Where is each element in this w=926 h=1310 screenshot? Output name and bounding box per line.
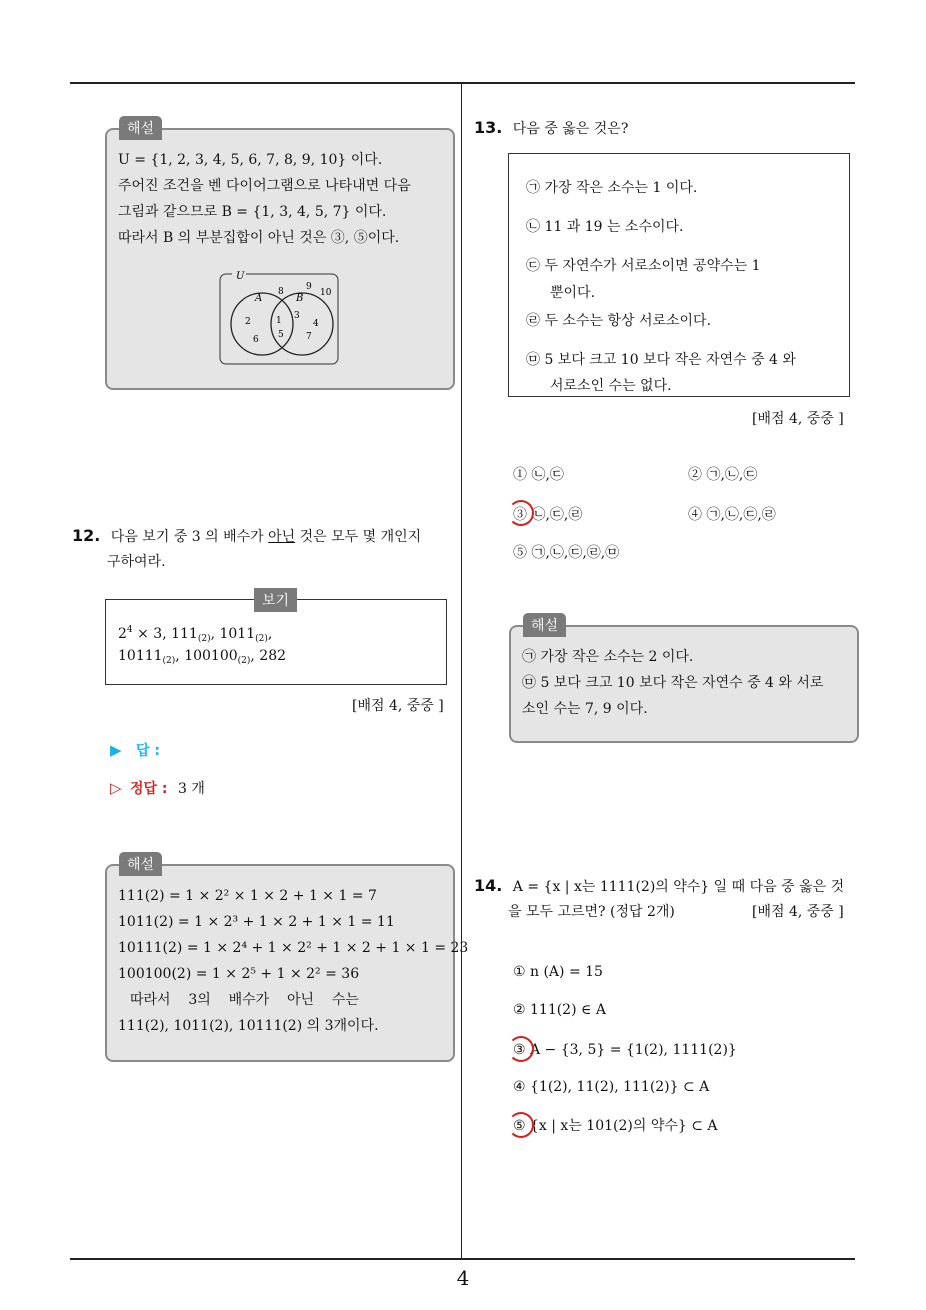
score: [배점 4, 중중 ]	[752, 411, 844, 427]
question-number: 12.	[72, 526, 101, 545]
venn-number: 8	[278, 287, 284, 297]
question-number: 13.	[474, 118, 503, 137]
statement-item: ㉤ 5 보다 크고 10 보다 작은 자연수 중 4 와	[526, 352, 796, 368]
solution-tag: 해설	[119, 852, 162, 876]
question-text: A = {x | x는 1111(2)의 약수} 일 때 다음 중 옳은 것	[512, 879, 845, 895]
question-14	[474, 876, 844, 897]
statement-item: ㉡ 11 과 19 는 소수이다.	[526, 219, 684, 235]
solution-line: U = {1, 2, 3, 4, 5, 6, 7, 8, 9, 10} 이다.	[118, 152, 383, 168]
example-items: $10111_{(2)}$, $100100_{(2)}$, 282	[118, 648, 287, 666]
venn-number: 6	[253, 335, 259, 345]
solution-line: 따라서 3의 배수가 아닌 수는	[130, 992, 359, 1008]
selected-mark	[508, 500, 534, 526]
statement-item: ㉣ 두 소수는 항상 서로소이다.	[526, 313, 712, 329]
hollow-play-icon: ▷	[110, 779, 122, 797]
answer-row	[110, 740, 160, 761]
choice-4[interactable]: ④ {1(2), 11(2), 111(2)} ⊂ A	[513, 1079, 710, 1095]
choice-1[interactable]: ① ㉡,㉢	[513, 467, 564, 483]
solution-line: 주어진 조건을 벤 다이어그램으로 나타내면 다음	[118, 178, 411, 194]
solution-line: 따라서 B 의 부분집합이 아닌 것은 ③, ⑤이다.	[118, 230, 400, 246]
question-text: 구하여라.	[107, 554, 166, 570]
question-number: 14.	[474, 876, 503, 895]
venn-label-b: B	[296, 293, 304, 304]
choice-3[interactable]: ③ A − {3, 5} = {1(2), 1111(2)}	[513, 1042, 737, 1058]
choice-5[interactable]: ⑤ ㉠,㉡,㉢,㉣,㉤	[513, 545, 620, 561]
solution-line: 10111(2) = 1 × 2⁴ + 1 × 2² + 1 × 2 + 1 × 1 = 23	[118, 940, 469, 956]
example-items: $2^4 \times 3$, $111_{(2)}$, $1011_{(2)}$,	[118, 625, 273, 644]
venn-diagram	[218, 268, 342, 368]
venn-number: 9	[306, 282, 312, 292]
venn-number: 7	[306, 332, 312, 342]
score: [배점 4, 중중 ]	[752, 904, 844, 920]
play-icon: ▶	[110, 741, 122, 759]
score: [배점 4, 중중 ]	[352, 698, 444, 714]
solution-line: ㉠ 가장 작은 소수는 2 이다.	[522, 649, 694, 665]
page-number: 4	[456, 1266, 470, 1290]
venn-number: 5	[278, 330, 284, 340]
selected-mark	[508, 1036, 534, 1062]
venn-number: 3	[294, 311, 300, 321]
solution-tag: 해설	[523, 613, 566, 637]
column-divider	[461, 84, 462, 1259]
choice-4[interactable]: ④ ㉠,㉡,㉢,㉣	[688, 507, 776, 523]
question-13	[474, 118, 628, 139]
solution-line: 소인 수는 7, 9 이다.	[522, 701, 648, 717]
question-text: 을 모두 고르면? (정답 2개)	[508, 904, 675, 920]
correct-answer-label: 정답 :	[130, 781, 168, 797]
choice-5[interactable]: ⑤ {x | x는 101(2)의 약수} ⊂ A	[513, 1118, 718, 1134]
bottom-rule	[70, 1258, 855, 1260]
answer-label: 답 :	[136, 743, 160, 759]
example-tag: 보기	[254, 588, 297, 612]
venn-number: 4	[313, 319, 319, 329]
top-rule	[70, 82, 855, 84]
statement-item: 서로소인 수는 없다.	[550, 378, 672, 394]
choice-2[interactable]: ② ㉠,㉡,㉢	[688, 467, 758, 483]
solution-line: 111(2) = 1 × 2² × 1 × 2 + 1 × 1 = 7	[118, 888, 377, 904]
choice-3[interactable]: ③ ㉡,㉢,㉣	[513, 507, 583, 523]
statement-item: ㉢ 두 자연수가 서로소이면 공약수는 1	[526, 258, 761, 274]
statement-item: 뿐이다.	[550, 285, 596, 301]
selected-mark	[508, 1112, 534, 1138]
venn-number: 1	[276, 316, 282, 326]
question-text: 다음 중 옳은 것은?	[512, 121, 629, 137]
venn-label-a: A	[255, 293, 263, 304]
question-12	[72, 526, 421, 547]
solution-line: 100100(2) = 1 × 2⁵ + 1 × 2² = 36	[118, 966, 360, 982]
venn-label-u: U	[236, 271, 245, 282]
venn-number: 2	[245, 317, 251, 327]
solution-tag: 해설	[119, 116, 162, 140]
statement-item: ㉠ 가장 작은 소수는 1 이다.	[526, 180, 698, 196]
question-text: 다음 보기 중 3 의 배수가 아닌 것은 모두 몇 개인지	[110, 529, 422, 545]
venn-number: 10	[320, 288, 332, 298]
solution-line: 1011(2) = 1 × 2³ + 1 × 2 + 1 × 1 = 11	[118, 914, 395, 930]
solution-line: ㉤ 5 보다 크고 10 보다 작은 자연수 중 4 와 서로	[522, 675, 824, 691]
choice-2[interactable]: ② 111(2) ∈ A	[513, 1002, 606, 1018]
solution-line: 그림과 같으므로 B = {1, 3, 4, 5, 7} 이다.	[118, 204, 387, 220]
solution-line: 111(2), 1011(2), 10111(2) 의 3개이다.	[118, 1018, 379, 1034]
correct-answer-value: 3 개	[177, 781, 205, 797]
choice-1[interactable]: ① n (A) = 15	[513, 964, 603, 980]
correct-answer-row	[110, 778, 205, 799]
